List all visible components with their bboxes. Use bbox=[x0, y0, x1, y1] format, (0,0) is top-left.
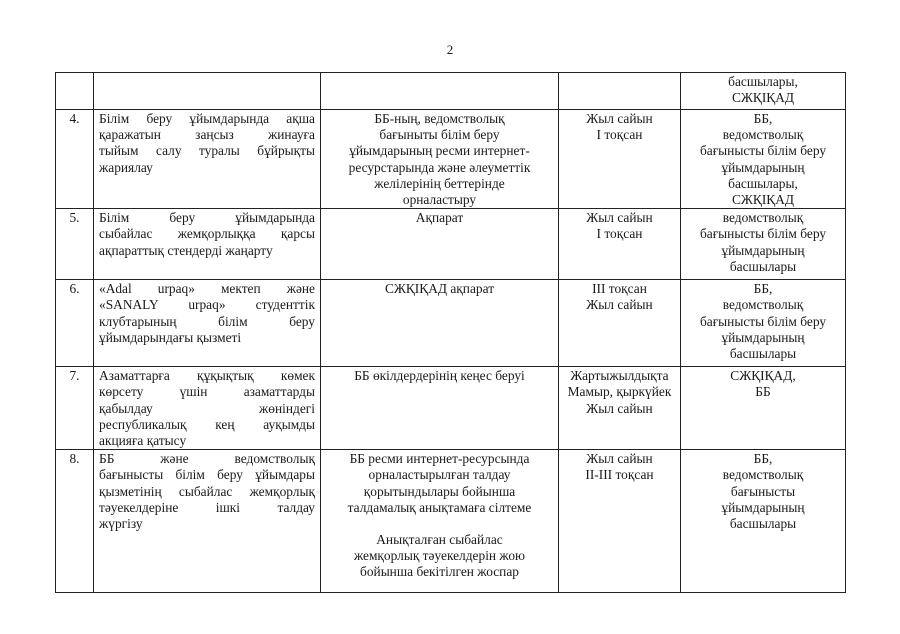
action-cell-line: республикалық кең ауқымды bbox=[99, 416, 315, 432]
completion-form-cell bbox=[321, 110, 559, 209]
table-row bbox=[56, 209, 846, 280]
term-cell bbox=[559, 367, 681, 450]
term-cell-line: Жыл сайын bbox=[586, 111, 653, 126]
completion-form-cell-line: Ақпарат bbox=[415, 210, 464, 226]
page-number: 2 bbox=[446, 42, 454, 57]
completion-form-cell-line: ББ ресми интернет-ресурсында bbox=[349, 451, 530, 467]
term-cell-line: Жыл сайын bbox=[586, 297, 653, 313]
responsible-cell bbox=[681, 450, 846, 593]
row-number: 5. bbox=[56, 209, 94, 280]
row-number: 7. bbox=[56, 367, 94, 450]
term-cell bbox=[559, 73, 681, 110]
action-cell-line: жүргізу bbox=[99, 516, 143, 532]
completion-form-cell bbox=[321, 450, 559, 593]
term-cell-line: I тоқсан bbox=[596, 127, 643, 143]
action-plan-table bbox=[55, 72, 846, 593]
action-cell-line: акцияға қатысу bbox=[99, 433, 187, 449]
term-cell-line: Жыл сайын bbox=[586, 400, 653, 416]
action-cell-line: көрсету үшін азаматтарды bbox=[99, 384, 315, 400]
responsible-cell-line: СЖҚІҚАД bbox=[731, 90, 795, 106]
responsible-cell-line: ведомстволық bbox=[722, 210, 804, 226]
completion-form-cell-line: орналастыру bbox=[402, 192, 477, 208]
action-cell-line: «Adal urpaq» мектеп және bbox=[99, 281, 315, 297]
term-cell-line: II-III тоқсан bbox=[585, 467, 654, 483]
row-number: 8. bbox=[56, 450, 94, 593]
term-cell-line: Жыл сайын bbox=[586, 210, 653, 226]
responsible-cell-line: ведомстволық bbox=[722, 297, 804, 313]
responsible-cell-line: СЖҚІҚАД bbox=[731, 192, 795, 208]
action-cell-line: Білім беру ұйымдарында bbox=[99, 210, 315, 226]
completion-form-cell-line: ұйымдарының ресми интернет- bbox=[349, 143, 530, 159]
action-cell-line: тыйым салу туралы бұйрықты bbox=[99, 143, 315, 159]
row-number: 4. bbox=[56, 110, 94, 209]
responsible-cell bbox=[681, 367, 846, 450]
term-cell-line: Жыл сайын bbox=[586, 451, 653, 467]
action-cell bbox=[94, 280, 321, 367]
responsible-cell bbox=[681, 73, 846, 110]
completion-form-cell bbox=[321, 209, 559, 280]
completion-form-cell-line: талдамалық анықтамаға сілтеме bbox=[347, 499, 532, 515]
responsible-cell-line: басшылары bbox=[729, 346, 797, 362]
action-cell-line: ББ және ведомстволық bbox=[99, 451, 315, 467]
responsible-cell-line: ББ, bbox=[753, 451, 773, 467]
row-number bbox=[56, 73, 94, 110]
action-cell-line: қаражатын заңсыз жинауға bbox=[99, 127, 315, 143]
table-body bbox=[56, 73, 846, 593]
action-cell-line: ұйымдарындағы қызметі bbox=[99, 329, 242, 345]
term-cell bbox=[559, 450, 681, 593]
completion-form-cell-line: ББ-ның, ведомстволық bbox=[374, 111, 505, 126]
completion-form-cell-line: ББ өкілдердерінің кеңес беруі bbox=[354, 368, 525, 384]
responsible-cell bbox=[681, 209, 846, 280]
responsible-cell-line: ұйымдарының bbox=[721, 329, 805, 345]
responsible-cell-line: ББ, bbox=[753, 281, 773, 297]
completion-form-cell-line: жемқорлық тәуекелдерін жою bbox=[353, 548, 526, 564]
action-cell-line: ақпараттық стендерді жаңарту bbox=[99, 242, 273, 258]
term-cell bbox=[559, 110, 681, 209]
responsible-cell-line: ведомстволық bbox=[722, 127, 804, 143]
responsible-cell-line: ведомстволық bbox=[722, 467, 804, 483]
completion-form-cell-line: орналастырылған талдау bbox=[368, 467, 511, 483]
responsible-cell-line: басшылары, bbox=[728, 74, 798, 89]
responsible-cell bbox=[681, 110, 846, 209]
action-cell-line: жариялау bbox=[99, 159, 153, 175]
completion-form-cell-line: бағыныты білім беру bbox=[379, 127, 500, 143]
responsible-cell-line: ұйымдарының bbox=[721, 242, 805, 258]
term-cell-line: I тоқсан bbox=[596, 226, 643, 242]
term-cell bbox=[559, 209, 681, 280]
action-cell-line: қызметінің сыбайлас жемқорлық bbox=[99, 483, 315, 499]
responsible-cell-line: бағынысты білім беру bbox=[699, 313, 827, 329]
action-cell-line: бағынысты білім беру ұйымдары bbox=[99, 467, 315, 483]
term-cell-line: Мамыр, қыркүйек bbox=[567, 384, 672, 400]
row-number: 6. bbox=[56, 280, 94, 367]
completion-form-cell bbox=[321, 367, 559, 450]
term-cell-line: Жартыжылдықта bbox=[570, 368, 669, 384]
action-cell-line: сыбайлас жемқорлыққа қарсы bbox=[99, 226, 315, 242]
responsible-cell-line: СЖҚІҚАД, bbox=[730, 368, 796, 384]
responsible-cell-line: ұйымдарының bbox=[721, 499, 805, 515]
action-cell bbox=[94, 209, 321, 280]
responsible-cell-line: басшылары, bbox=[728, 175, 798, 191]
action-cell bbox=[94, 450, 321, 593]
responsible-cell-line: ұйымдарының bbox=[721, 159, 805, 175]
responsible-cell-line: басшылары bbox=[729, 258, 797, 274]
responsible-cell-line: ББ bbox=[755, 384, 771, 400]
action-cell-line: Білім беру ұйымдарында ақша bbox=[99, 111, 315, 126]
action-cell-line: Азаматтарға құқықтық көмек bbox=[99, 368, 315, 384]
completion-form-cell bbox=[321, 73, 559, 110]
action-cell bbox=[94, 110, 321, 209]
action-cell-line: «SANALY urpaq» студенттік bbox=[99, 297, 315, 313]
completion-form-cell bbox=[321, 280, 559, 367]
completion-form-cell-line: Анықталған сыбайлас bbox=[376, 532, 503, 548]
completion-form-cell-line: бойынша бекітілген жоспар bbox=[360, 564, 519, 580]
table-row bbox=[56, 73, 846, 110]
completion-form-cell-line: қорытындылары бойынша bbox=[363, 483, 516, 499]
term-cell bbox=[559, 280, 681, 367]
table-row bbox=[56, 110, 846, 209]
responsible-cell-line: басшылары bbox=[729, 516, 797, 532]
action-cell-line: клубтарының білім беру bbox=[99, 313, 315, 329]
term-cell-line: III тоқсан bbox=[592, 281, 647, 297]
action-cell bbox=[94, 73, 321, 110]
responsible-cell bbox=[681, 280, 846, 367]
completion-form-cell-line: ресурстарында және әлеуметтік bbox=[348, 159, 531, 175]
table-row bbox=[56, 280, 846, 367]
responsible-cell-line: бағынысты bbox=[730, 483, 796, 499]
completion-form-cell-line: желілерінің беттерінде bbox=[374, 175, 505, 191]
responsible-cell-line: ББ, bbox=[753, 111, 773, 126]
table-row bbox=[56, 450, 846, 593]
table-row bbox=[56, 367, 846, 450]
action-cell-line: тәуекелдеріне ішкі талдау bbox=[99, 499, 315, 515]
completion-form-cell-line: СЖҚІҚАД ақпарат bbox=[384, 281, 495, 297]
responsible-cell-line: бағынысты білім беру bbox=[699, 226, 827, 242]
action-cell bbox=[94, 367, 321, 450]
completion-form-cell-line bbox=[326, 516, 553, 532]
action-cell-line: қабылдау жөніндегі bbox=[99, 400, 315, 416]
responsible-cell-line: бағынысты білім беру bbox=[699, 143, 827, 159]
